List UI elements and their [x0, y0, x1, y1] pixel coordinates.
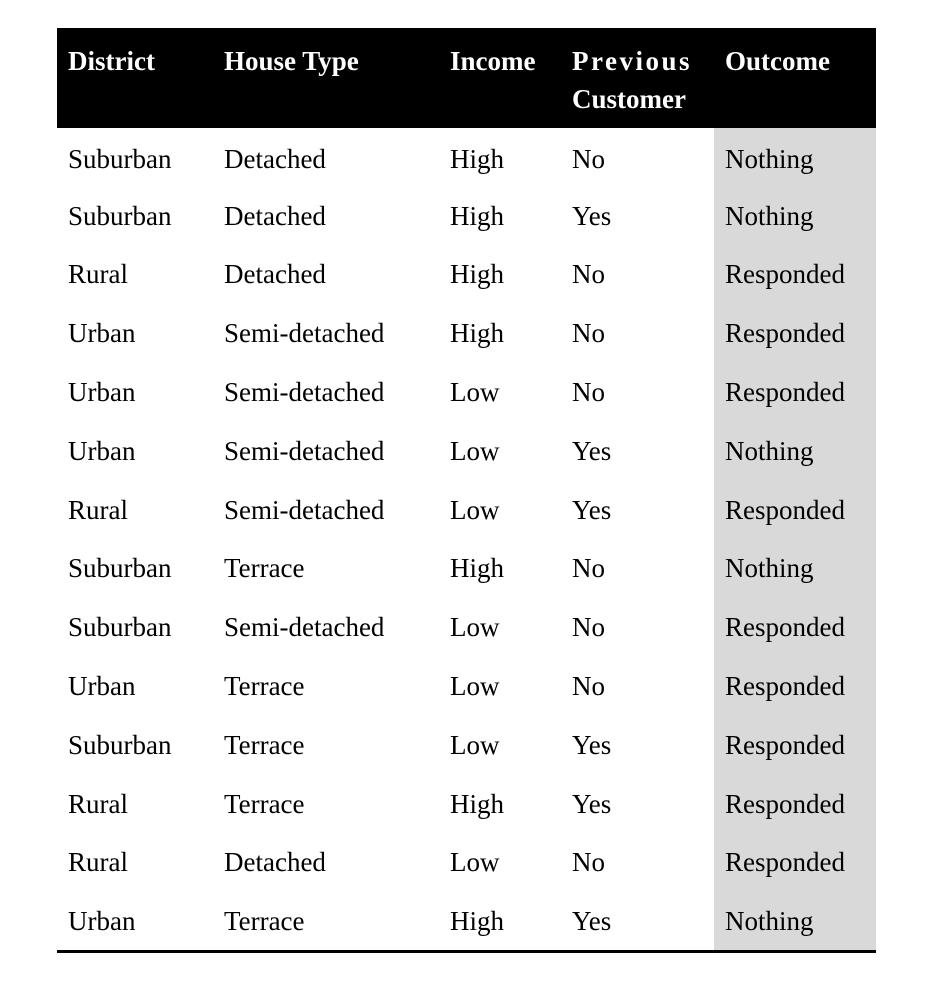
cell-district: Rural — [68, 847, 128, 878]
cell-district: Rural — [68, 259, 128, 290]
cell-income: Low — [450, 847, 500, 878]
cell-outcome: Nothing — [714, 422, 876, 481]
table-row — [57, 481, 876, 540]
cell-district: Suburban — [68, 729, 172, 760]
cell-outcome: Nothing — [714, 128, 876, 187]
cell-previous-customer: Yes — [572, 435, 612, 466]
cell-house-type: Semi-detached — [224, 435, 385, 466]
cell-outcome: Nothing — [714, 892, 876, 951]
cell-outcome: Responded — [714, 598, 876, 657]
table-row — [57, 246, 876, 305]
header-house-type: House Type — [224, 46, 359, 76]
cell-previous-customer: Yes — [561, 892, 714, 951]
cell-house-type: Detached — [224, 847, 326, 878]
table-row — [57, 657, 876, 716]
cell-previous-customer: No — [572, 259, 605, 290]
cell-house-type: Semi-detached — [224, 494, 385, 525]
cell-income: High — [450, 259, 504, 290]
cell-previous-customer: No — [572, 318, 605, 349]
table-row — [57, 775, 876, 834]
cell-income: Low — [450, 612, 500, 643]
cell-income: Low — [450, 671, 500, 702]
cell-district: Suburban — [68, 612, 172, 643]
cell-previous-customer: Yes — [572, 494, 612, 525]
cell-district: Suburban — [68, 143, 172, 174]
cell-house-type: Detached — [224, 143, 326, 174]
header-district: District — [68, 46, 155, 76]
header-income: Income — [450, 46, 536, 76]
cell-outcome: Nothing — [714, 187, 876, 246]
cell-previous-customer: No — [572, 377, 605, 408]
cell-income: High — [450, 318, 504, 349]
cell-income: High — [450, 143, 504, 174]
header-previous-line1: Previous — [572, 46, 692, 76]
cell-district: Rural — [68, 788, 128, 819]
cell-previous-customer: No — [572, 612, 605, 643]
cell-house-type: Detached — [224, 259, 326, 290]
cell-income: Low — [450, 377, 500, 408]
cell-house-type: Terrace — [213, 892, 439, 951]
cell-previous-customer: No — [572, 553, 605, 584]
cell-house-type: Terrace — [224, 553, 305, 584]
header-row — [57, 28, 876, 128]
table-row — [57, 128, 876, 187]
table-row — [57, 892, 876, 951]
table-row — [57, 834, 876, 893]
cell-previous-customer: Yes — [572, 788, 612, 819]
cell-house-type: Terrace — [224, 729, 305, 760]
table-row — [57, 716, 876, 775]
cell-income: Low — [450, 494, 500, 525]
cell-outcome: Responded — [714, 834, 876, 893]
cell-house-type: Semi-detached — [224, 318, 385, 349]
table-body — [57, 128, 876, 951]
cell-house-type: Detached — [224, 200, 326, 231]
cell-previous-customer: No — [572, 671, 605, 702]
cell-outcome: Nothing — [714, 540, 876, 599]
header-outcome: Outcome — [725, 46, 830, 76]
table-row — [57, 187, 876, 246]
cell-district: Urban — [57, 892, 213, 951]
table-row — [57, 598, 876, 657]
cell-outcome: Responded — [714, 716, 876, 775]
cell-income: Low — [450, 435, 500, 466]
table-row — [57, 304, 876, 363]
cell-house-type: Terrace — [224, 671, 305, 702]
cell-district: Urban — [68, 318, 136, 349]
cell-district: Rural — [68, 494, 128, 525]
cell-district: Urban — [68, 671, 136, 702]
cell-previous-customer: No — [572, 143, 605, 174]
cell-previous-customer: Yes — [572, 200, 612, 231]
data-table-container — [57, 28, 876, 953]
cell-outcome: Responded — [714, 481, 876, 540]
table-row — [57, 363, 876, 422]
cell-district: Urban — [68, 377, 136, 408]
cell-previous-customer: Yes — [572, 729, 612, 760]
cell-income: High — [439, 892, 561, 951]
cell-income: High — [450, 788, 504, 819]
table-header — [57, 28, 876, 128]
cell-district: Suburban — [68, 200, 172, 231]
header-previous-line2: Customer — [572, 84, 686, 114]
table-row — [57, 540, 876, 599]
header-previous-customer — [561, 28, 714, 128]
cell-income: High — [450, 553, 504, 584]
cell-outcome: Responded — [714, 363, 876, 422]
cell-income: Low — [450, 729, 500, 760]
cell-house-type: Terrace — [224, 788, 305, 819]
data-table — [57, 28, 876, 953]
cell-house-type: Semi-detached — [224, 612, 385, 643]
cell-outcome: Responded — [714, 657, 876, 716]
cell-district: Urban — [68, 435, 136, 466]
cell-outcome: Responded — [714, 304, 876, 363]
cell-district: Suburban — [68, 553, 172, 584]
cell-previous-customer: No — [572, 847, 605, 878]
cell-income: High — [450, 200, 504, 231]
table-row — [57, 422, 876, 481]
cell-outcome: Responded — [714, 775, 876, 834]
cell-house-type: Semi-detached — [224, 377, 385, 408]
cell-outcome: Responded — [714, 246, 876, 305]
